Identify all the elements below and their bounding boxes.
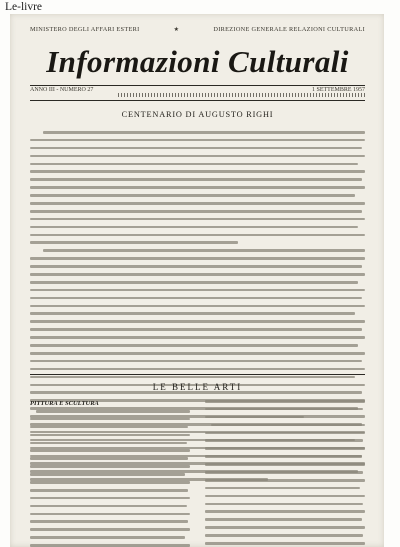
- text-line: [205, 408, 363, 411]
- text-line: [30, 544, 190, 547]
- text-line: [30, 368, 365, 371]
- star-icon: ★: [173, 27, 180, 33]
- newspaper-sheet: [10, 14, 384, 547]
- text-line: [30, 289, 365, 292]
- section-heading-righi: CENTENARIO DI AUGUSTO RIGHI: [121, 110, 274, 119]
- text-line: [211, 424, 365, 427]
- text-line: [30, 210, 362, 213]
- text-line: [30, 528, 190, 531]
- text-line: [30, 312, 355, 315]
- text-line: [30, 226, 358, 229]
- issue-date: 1 SETTEMBRE 1957: [311, 87, 365, 93]
- text-line: [30, 234, 365, 237]
- ministry-label: MINISTERO DEGLI AFFARI ESTERI: [30, 26, 140, 33]
- text-line: [30, 265, 362, 268]
- article-column-right: [205, 400, 365, 547]
- rule-bottom: [30, 100, 365, 101]
- text-line: [30, 147, 362, 150]
- text-line: [36, 410, 190, 413]
- text-line: [205, 503, 363, 506]
- text-line: [30, 202, 365, 205]
- text-line: [30, 352, 365, 355]
- issue-number: ANNO III - NUMERO 27: [30, 87, 94, 93]
- text-line: [205, 463, 365, 466]
- text-line: [30, 281, 358, 284]
- text-line: [205, 439, 363, 442]
- directorate-label: DIREZIONE GENERALE RELAZIONI CULTURALI: [213, 26, 365, 33]
- text-line: [30, 273, 365, 276]
- text-line: [205, 495, 365, 498]
- text-line: [30, 457, 188, 460]
- text-line: [205, 471, 363, 474]
- text-line: [30, 297, 362, 300]
- text-line: [30, 481, 190, 484]
- text-line: [205, 400, 365, 403]
- text-line: [30, 155, 365, 158]
- text-line: [30, 536, 185, 539]
- text-line: [205, 526, 365, 529]
- text-line: [30, 376, 355, 379]
- text-line: [205, 510, 365, 513]
- text-line: [30, 505, 187, 508]
- text-line: [30, 520, 188, 523]
- section-divider: [30, 374, 365, 375]
- text-line: [205, 416, 304, 419]
- text-line: [30, 257, 365, 260]
- text-line: [30, 497, 190, 500]
- watermark-corner: Le-livre: [5, 1, 43, 13]
- text-line: [205, 432, 365, 435]
- ornamental-rule: [118, 93, 365, 97]
- subsection-heading-painting: PITTURA E SCULTURA: [30, 400, 99, 407]
- masthead: [30, 26, 365, 33]
- section-heading-arts: LE BELLE ARTI: [152, 382, 243, 392]
- text-line: [205, 534, 363, 537]
- text-line: [30, 178, 362, 181]
- text-line: [30, 186, 365, 189]
- text-line: [205, 455, 362, 458]
- text-line: [30, 194, 355, 197]
- text-line: [30, 489, 188, 492]
- text-line: [30, 218, 365, 221]
- text-line: [30, 465, 190, 468]
- text-line: [30, 344, 358, 347]
- text-line: [30, 434, 190, 437]
- text-line: [30, 170, 365, 173]
- text-line: [30, 139, 365, 142]
- text-line: [30, 513, 190, 516]
- text-line: [30, 473, 185, 476]
- text-line: [30, 426, 188, 429]
- publication-title: Informazioni Culturali: [46, 44, 349, 79]
- text-line: [30, 305, 365, 308]
- text-line: [30, 241, 238, 244]
- text-line: [43, 249, 365, 252]
- text-line: [30, 442, 187, 445]
- article-column-left: [30, 410, 190, 547]
- text-line: [205, 518, 362, 521]
- rule-top: [30, 85, 365, 86]
- text-line: [30, 336, 365, 339]
- text-line: [205, 487, 360, 490]
- text-line: [30, 163, 358, 166]
- text-line: [30, 360, 362, 363]
- text-line: [30, 449, 190, 452]
- text-line: [30, 320, 365, 323]
- text-line: [205, 447, 365, 450]
- text-line: [205, 542, 365, 545]
- text-line: [43, 131, 365, 134]
- text-line: [30, 418, 190, 421]
- text-line: [30, 328, 362, 331]
- text-line: [205, 479, 365, 482]
